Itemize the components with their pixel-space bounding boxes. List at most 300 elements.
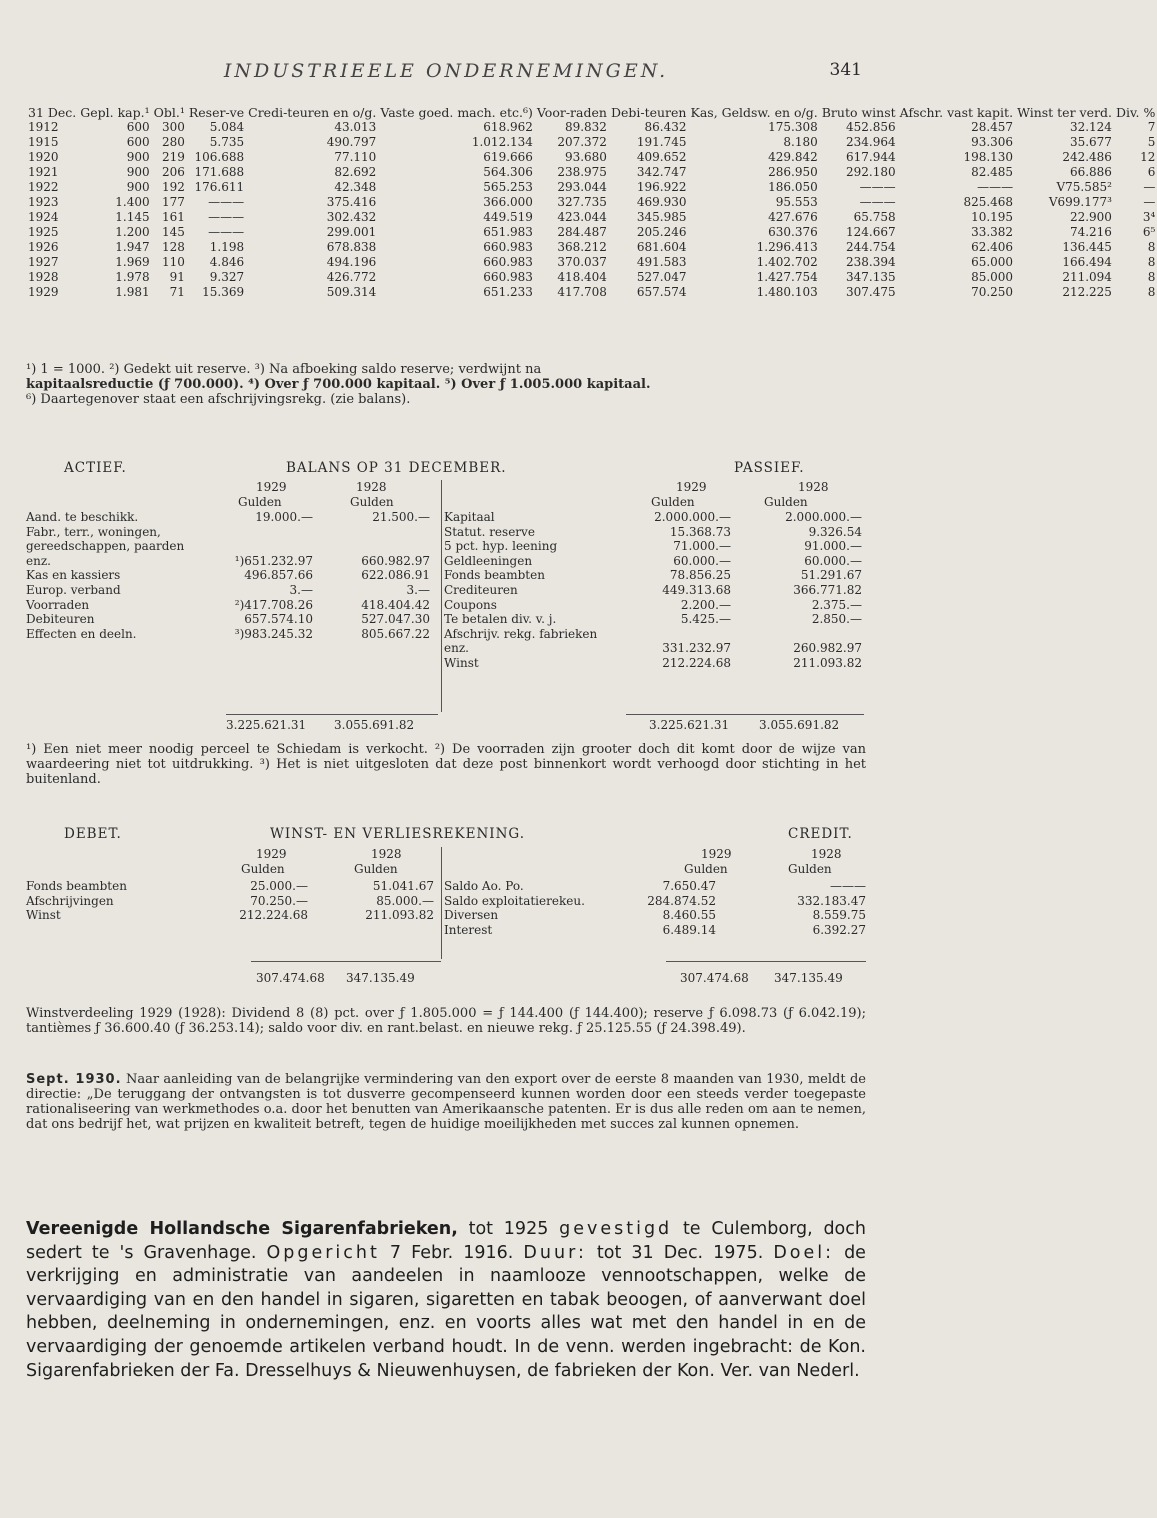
account-label: 5 pct. hyp. leening bbox=[444, 539, 558, 554]
history-row bbox=[26, 120, 1157, 135]
history-col-header: 31 Dec. bbox=[28, 105, 77, 120]
history-cell: 191.745 bbox=[636, 135, 687, 149]
history-cell: 284.487 bbox=[557, 225, 607, 239]
account-value-current: 78.856.25 bbox=[669, 568, 731, 583]
history-cell: 62.406 bbox=[971, 240, 1014, 254]
history-cell: ——— bbox=[208, 195, 245, 209]
account-label: Afschrijv. rekg. fabrieken enz. bbox=[444, 626, 598, 656]
history-cell: 74.216 bbox=[1069, 225, 1112, 239]
history-cell: 900 bbox=[126, 180, 150, 194]
account-value-current: 657.574.10 bbox=[244, 612, 313, 627]
history-row bbox=[26, 225, 1157, 240]
account-value-previous: ——— bbox=[830, 879, 866, 893]
history-cell: 657.574 bbox=[636, 285, 687, 299]
history-cell: 423.044 bbox=[557, 210, 607, 224]
history-col-header: Reser-ve bbox=[188, 105, 245, 120]
account-value-current: 3.— bbox=[289, 582, 313, 597]
history-cell: 4.846 bbox=[209, 255, 245, 269]
balance-heading bbox=[26, 460, 866, 478]
running-title: INDUSTRIEELE ONDERNEMINGEN. bbox=[223, 60, 669, 82]
account-label: Geldleeningen bbox=[444, 553, 533, 568]
credit-label: CREDIT. bbox=[788, 826, 853, 842]
account-value-current: 71.000.— bbox=[673, 539, 731, 554]
history-cell: 494.196 bbox=[326, 255, 377, 269]
history-cell: 5.735 bbox=[209, 135, 245, 149]
history-cell: 6⁵ bbox=[1142, 225, 1156, 239]
history-cell: 617.944 bbox=[846, 150, 896, 164]
history-cell: 93.680 bbox=[564, 150, 607, 164]
history-cell: 900 bbox=[126, 150, 150, 164]
history-cell: 370.037 bbox=[557, 255, 607, 269]
account-value-current: 496.857.66 bbox=[244, 568, 313, 583]
history-cell: 242.486 bbox=[1062, 150, 1112, 164]
history-cell: 9.327 bbox=[209, 270, 245, 284]
account-label: Effecten en deeln. bbox=[26, 626, 137, 641]
history-cell: 238.975 bbox=[557, 165, 607, 179]
history-cell: 1925 bbox=[28, 225, 59, 239]
running-header bbox=[0, 60, 892, 88]
account-value-previous: 418.404.42 bbox=[361, 597, 430, 612]
account-value-current: 2.000.000.— bbox=[654, 510, 731, 524]
history-notes bbox=[26, 362, 866, 407]
history-cell: 1.296.413 bbox=[756, 240, 818, 254]
account-row bbox=[444, 539, 866, 554]
history-cell: 166.494 bbox=[1062, 255, 1112, 269]
history-cell: 171.688 bbox=[194, 165, 245, 179]
actief-items bbox=[26, 510, 436, 641]
unit-label: Gulden bbox=[788, 861, 832, 876]
total-value: 3.225.621.31 bbox=[649, 718, 730, 732]
account-label: Saldo Ao. Po. bbox=[444, 879, 524, 893]
note-line: kapitaalsreductie (ƒ 700.000). ⁴) Over ƒ 700.000 kapitaal. ⁵) Over ƒ 1.005.000 kapitaal. bbox=[26, 377, 651, 392]
account-value-previous: 21.500.— bbox=[372, 510, 430, 524]
account-value-previous: 211.093.82 bbox=[365, 908, 434, 923]
history-row bbox=[26, 165, 1157, 180]
history-cell: 106.688 bbox=[194, 150, 245, 164]
account-row bbox=[444, 554, 866, 569]
account-label: Debiteuren bbox=[26, 612, 95, 627]
history-cell: 192 bbox=[161, 180, 185, 194]
history-cell: 175.308 bbox=[768, 120, 818, 134]
history-cell: 5.084 bbox=[209, 120, 245, 134]
account-row bbox=[26, 583, 436, 598]
history-cell: 65.758 bbox=[853, 210, 896, 224]
pl-total-row bbox=[26, 971, 866, 986]
history-cell: 300 bbox=[161, 120, 185, 134]
account-value-previous: 2.000.000.— bbox=[785, 510, 862, 524]
history-cell: 196.922 bbox=[636, 180, 687, 194]
history-col-header: Voor-raden bbox=[536, 105, 607, 120]
history-cell: 630.376 bbox=[768, 225, 818, 239]
history-cell: 8 bbox=[1147, 285, 1156, 299]
account-value-previous: 805.667.22 bbox=[361, 626, 430, 641]
account-row bbox=[444, 583, 866, 598]
entry-keyword: Doel: bbox=[773, 1242, 835, 1263]
history-cell: 161 bbox=[161, 210, 185, 224]
account-row bbox=[444, 568, 866, 583]
account-value-previous: 51.041.67 bbox=[372, 879, 434, 893]
history-cell: 418.404 bbox=[557, 270, 607, 284]
total-value: 3.055.691.82 bbox=[334, 718, 415, 732]
history-cell: 1923 bbox=[28, 195, 59, 209]
history-cell: 651.983 bbox=[483, 225, 533, 239]
passief-label: PASSIEF. bbox=[734, 460, 805, 476]
unit-label: Gulden bbox=[350, 494, 394, 509]
account-label: Fabr., terr., woningen, gereedschappen, paarden enz. bbox=[26, 524, 185, 568]
history-cell: 110 bbox=[161, 255, 185, 269]
history-cell: 234.964 bbox=[846, 135, 896, 149]
history-cell: 527.047 bbox=[636, 270, 687, 284]
history-cell: 1924 bbox=[28, 210, 59, 224]
account-label: Saldo exploitatierekeu. bbox=[444, 893, 585, 908]
history-cell: ——— bbox=[859, 180, 896, 194]
history-cell: 86.432 bbox=[644, 120, 687, 134]
history-cell: 186.050 bbox=[768, 180, 818, 194]
account-value-previous: 85.000.— bbox=[376, 893, 434, 908]
account-row bbox=[444, 525, 866, 540]
history-cell: 42.348 bbox=[334, 180, 377, 194]
history-cell: 600 bbox=[126, 135, 150, 149]
history-cell: 1915 bbox=[28, 135, 59, 149]
account-label: Fonds beambten bbox=[26, 879, 127, 893]
account-value-previous: 9.326.54 bbox=[808, 524, 862, 539]
history-cell: 198.130 bbox=[963, 150, 1014, 164]
account-value-previous: 2.375.— bbox=[811, 597, 862, 612]
history-cell: 1926 bbox=[28, 240, 59, 254]
account-value-current: 15.368.73 bbox=[669, 524, 731, 539]
account-value-current: 25.000.— bbox=[250, 879, 308, 893]
history-cell: 509.314 bbox=[326, 285, 377, 299]
history-cell: 43.013 bbox=[334, 120, 377, 134]
history-cell: 366.000 bbox=[483, 195, 533, 209]
history-cell: 660.983 bbox=[483, 255, 533, 269]
history-cell: 292.180 bbox=[846, 165, 896, 179]
history-cell: 1.947 bbox=[115, 240, 150, 254]
history-cell: — bbox=[1143, 195, 1156, 209]
history-row bbox=[26, 180, 1157, 195]
account-row bbox=[26, 627, 436, 642]
account-value-current: 60.000.— bbox=[673, 553, 731, 568]
history-cell: 345.985 bbox=[636, 210, 687, 224]
history-cell: 449.519 bbox=[483, 210, 533, 224]
history-cell: 32.124 bbox=[1069, 120, 1112, 134]
account-row bbox=[444, 656, 866, 671]
history-cell: 427.676 bbox=[768, 210, 818, 224]
history-cell: 238.394 bbox=[846, 255, 896, 269]
history-cell: 302.432 bbox=[326, 210, 377, 224]
history-cell: 70.250 bbox=[971, 285, 1014, 299]
total-value: 3.055.691.82 bbox=[759, 718, 840, 732]
account-row bbox=[26, 525, 436, 569]
history-cell: 1.978 bbox=[115, 270, 150, 284]
account-label: Statut. reserve bbox=[444, 524, 535, 539]
history-cell: 244.754 bbox=[846, 240, 896, 254]
history-row bbox=[26, 255, 1157, 270]
history-cell: 678.838 bbox=[326, 240, 377, 254]
history-cell: 417.708 bbox=[557, 285, 607, 299]
history-cell: 565.253 bbox=[483, 180, 533, 194]
history-cell: 1.981 bbox=[115, 285, 150, 299]
history-cell: 12 bbox=[1140, 150, 1156, 164]
history-cell: 177 bbox=[161, 195, 185, 209]
history-cell: 7 bbox=[1147, 120, 1156, 134]
account-value-current: 449.313.68 bbox=[662, 582, 731, 597]
account-value-current: 212.224.68 bbox=[239, 908, 308, 923]
account-value-previous: 211.093.82 bbox=[793, 655, 862, 670]
account-row bbox=[444, 879, 866, 894]
account-value-previous: 91.000.— bbox=[804, 539, 862, 554]
account-row bbox=[444, 598, 866, 613]
account-row bbox=[26, 598, 436, 613]
account-value-current: ³)983.245.32 bbox=[234, 626, 313, 641]
account-value-previous: 2.850.— bbox=[811, 612, 862, 627]
account-row bbox=[26, 894, 436, 909]
account-row bbox=[26, 612, 436, 627]
total-value: 347.135.49 bbox=[774, 971, 843, 985]
balance-unit-row bbox=[26, 495, 866, 510]
history-col-header: Credi-teuren en o/g. bbox=[248, 105, 377, 120]
history-cell: 3⁴ bbox=[1142, 210, 1156, 224]
history-col-header: Gepl. kap.¹ bbox=[80, 105, 150, 120]
history-cell: 426.772 bbox=[326, 270, 377, 284]
profit-loss-account bbox=[26, 847, 866, 997]
entry-keyword: Duur: bbox=[523, 1242, 587, 1263]
history-cell: 5 bbox=[1147, 135, 1156, 149]
passief-items bbox=[444, 510, 866, 671]
sept-1930-paragraph bbox=[26, 1072, 866, 1132]
history-cell: 452.856 bbox=[846, 120, 896, 134]
history-cell: 1927 bbox=[28, 255, 59, 269]
account-value-current: 2.200.— bbox=[680, 597, 731, 612]
account-label: Kas en kassiers bbox=[26, 568, 121, 583]
account-value-current: 212.224.68 bbox=[662, 655, 731, 670]
account-row bbox=[444, 510, 866, 525]
history-cell: 1928 bbox=[28, 270, 59, 284]
entry-text: de verkrijging en administratie van aandeelen in naamlooze vennootschappen, welke de vervaardiging van en den handel in sigaren, sigaretten en tabak beoogen, of aanverwant doel hebben, deelneming in ondernemingen, enz. en voorts alles wat met den handel in en de vervaardiging der genoemde artikelen verband houdt. In de venn. werden ingebracht: de Kon. Sigarenfabrieken der Fa. Dresselhuys & Nieuwenhuysen, de fabrieken der Kon. Ver. van Nederl. bbox=[26, 1242, 866, 1381]
history-col-header: Afschr. vast kapit. bbox=[899, 105, 1014, 120]
unit-label: Gulden bbox=[238, 494, 282, 509]
account-value-current: 8.460.55 bbox=[662, 908, 716, 923]
history-cell: 89.832 bbox=[564, 120, 607, 134]
account-value-previous: 332.183.47 bbox=[797, 893, 866, 908]
account-value-current: ²)417.708.26 bbox=[234, 597, 313, 612]
account-row bbox=[26, 879, 436, 894]
history-cell: 15.369 bbox=[202, 285, 245, 299]
history-cell: 91 bbox=[169, 270, 185, 284]
history-cell: 211.094 bbox=[1062, 270, 1112, 284]
year-label: 1929 bbox=[701, 847, 732, 861]
account-row bbox=[444, 894, 866, 909]
history-cell: 33.382 bbox=[971, 225, 1014, 239]
history-cell: 375.416 bbox=[326, 195, 377, 209]
entry-text: te Culemborg, doch sedert te 's Gravenhage. bbox=[26, 1219, 866, 1263]
pl-year-row bbox=[26, 847, 866, 862]
history-row bbox=[26, 270, 1157, 285]
company-entry bbox=[26, 1218, 866, 1383]
history-cell: 681.604 bbox=[636, 240, 687, 254]
history-cell: 600 bbox=[126, 120, 150, 134]
history-cell: 176.611 bbox=[194, 180, 245, 194]
history-cell: 95.553 bbox=[775, 195, 818, 209]
history-cell: 206 bbox=[161, 165, 185, 179]
balance-title: BALANS OP 31 DECEMBER. bbox=[286, 460, 507, 476]
history-cell: 1.400 bbox=[115, 195, 150, 209]
history-cell: 299.001 bbox=[326, 225, 377, 239]
total-value: 347.135.49 bbox=[346, 971, 415, 985]
history-cell: 85.000 bbox=[971, 270, 1014, 284]
history-cell: 1912 bbox=[28, 120, 59, 134]
history-row bbox=[26, 210, 1157, 225]
history-cell: 136.445 bbox=[1062, 240, 1112, 254]
total-rule bbox=[666, 961, 866, 962]
history-cell: 1.200 bbox=[115, 225, 150, 239]
history-cell: 82.485 bbox=[971, 165, 1014, 179]
pl-unit-row bbox=[26, 862, 866, 877]
entry-text: tot 1925 bbox=[468, 1219, 549, 1239]
history-cell: 205.246 bbox=[636, 225, 687, 239]
history-cell: 618.962 bbox=[483, 120, 533, 134]
history-row bbox=[26, 150, 1157, 165]
account-value-current: 70.250.— bbox=[250, 893, 308, 908]
history-cell: 660.983 bbox=[483, 270, 533, 284]
account-row bbox=[444, 627, 866, 656]
history-cell: 342.747 bbox=[636, 165, 687, 179]
history-cell: 8.180 bbox=[783, 135, 818, 149]
account-value-previous: 51.291.67 bbox=[800, 568, 862, 583]
history-cell: 65.000 bbox=[971, 255, 1014, 269]
account-value-previous: 366.771.82 bbox=[793, 582, 862, 597]
account-value-current: ¹)651.232.97 bbox=[234, 553, 313, 568]
total-rule bbox=[251, 961, 441, 962]
history-col-header: Kas, Geldsw. en o/g. bbox=[690, 105, 818, 120]
sept-label: Sept. 1930. bbox=[26, 1072, 122, 1087]
year-label: 1928 bbox=[811, 847, 842, 861]
credit-items bbox=[444, 879, 866, 937]
history-cell: 124.667 bbox=[846, 225, 896, 239]
company-name: Vereenigde Hollandsche Sigarenfabrieken, bbox=[26, 1219, 458, 1239]
account-label: Europ. verband bbox=[26, 582, 121, 597]
history-cell: 491.583 bbox=[636, 255, 687, 269]
history-cell: 28.457 bbox=[971, 120, 1014, 134]
history-col-header: Obl.¹ bbox=[153, 105, 185, 120]
account-value-previous: 260.982.97 bbox=[793, 641, 862, 656]
history-cell: 1.145 bbox=[115, 210, 150, 224]
history-cell: 145 bbox=[161, 225, 185, 239]
account-value-previous: 527.047.30 bbox=[361, 612, 430, 627]
history-row bbox=[26, 240, 1157, 255]
history-cell: 307.475 bbox=[846, 285, 896, 299]
account-row bbox=[444, 908, 866, 923]
note-line: ¹) 1 = 1000. ²) Gedekt uit reserve. ³) Na afboeking saldo reserve; verdwijnt na bbox=[26, 362, 542, 377]
account-row bbox=[26, 510, 436, 525]
account-value-current: 6.489.14 bbox=[662, 922, 716, 937]
account-label: Winst bbox=[26, 908, 61, 923]
history-cell: 1.402.702 bbox=[756, 255, 818, 269]
history-col-header: Debi-teuren bbox=[610, 105, 687, 120]
total-rule bbox=[226, 714, 438, 715]
history-col-header: Div. % bbox=[1115, 105, 1156, 120]
account-label: Diversen bbox=[444, 908, 499, 923]
account-label: Fonds beambten bbox=[444, 568, 545, 583]
account-label: Kapitaal bbox=[444, 510, 495, 524]
history-cell: 490.797 bbox=[326, 135, 377, 149]
history-cell: 66.886 bbox=[1069, 165, 1112, 179]
history-cell: 1.198 bbox=[209, 240, 245, 254]
balance-divider bbox=[441, 480, 442, 712]
history-cell: 429.842 bbox=[768, 150, 818, 164]
history-cell: 10.195 bbox=[971, 210, 1014, 224]
total-value: 307.474.68 bbox=[680, 971, 749, 985]
debet-items bbox=[26, 879, 436, 923]
pl-heading bbox=[26, 826, 866, 844]
history-cell: 327.735 bbox=[557, 195, 607, 209]
history-cell: 93.306 bbox=[971, 135, 1014, 149]
account-value-current: 7.650.47 bbox=[662, 879, 716, 893]
account-label: Winst bbox=[444, 655, 479, 670]
entry-text: tot 31 Dec. 1975. bbox=[596, 1242, 764, 1263]
pl-title: WINST- EN VERLIESREKENING. bbox=[270, 826, 526, 842]
account-row bbox=[444, 923, 866, 938]
year-label: 1928 bbox=[356, 480, 387, 494]
account-label: Interest bbox=[444, 922, 493, 937]
history-cell: 82.692 bbox=[334, 165, 377, 179]
year-label: 1929 bbox=[256, 847, 287, 861]
account-value-previous: 60.000.— bbox=[804, 553, 862, 568]
history-cell: 1929 bbox=[28, 285, 59, 299]
account-value-previous: 6.392.27 bbox=[812, 922, 866, 937]
history-cell: 564.306 bbox=[483, 165, 533, 179]
account-label: Crediteuren bbox=[444, 582, 518, 597]
page-number: 341 bbox=[829, 60, 862, 80]
account-value-current: 19.000.— bbox=[255, 510, 313, 524]
balance-total-row bbox=[26, 718, 866, 733]
history-cell: 293.044 bbox=[557, 180, 607, 194]
total-value: 3.225.621.31 bbox=[226, 718, 307, 732]
year-label: 1928 bbox=[798, 480, 829, 494]
history-header-row bbox=[26, 106, 1157, 120]
history-table bbox=[26, 106, 1157, 300]
history-body bbox=[26, 120, 1157, 300]
history-cell: 8 bbox=[1147, 270, 1156, 284]
history-cell: 77.110 bbox=[334, 150, 377, 164]
account-value-previous: 660.982.97 bbox=[361, 553, 430, 568]
history-cell: 825.468 bbox=[963, 195, 1014, 209]
balance-year-row bbox=[26, 480, 866, 495]
account-label: Aand. te beschikk. bbox=[26, 510, 139, 524]
history-cell: 219 bbox=[161, 150, 185, 164]
history-cell: 71 bbox=[169, 285, 185, 299]
history-cell: ——— bbox=[859, 195, 896, 209]
history-cell: 207.372 bbox=[557, 135, 607, 149]
year-label: 1928 bbox=[371, 847, 402, 861]
history-cell: — bbox=[1143, 180, 1156, 194]
history-cell: 368.212 bbox=[557, 240, 607, 254]
history-col-header: Vaste goed. mach. etc.⁶) bbox=[380, 105, 533, 120]
history-cell: 900 bbox=[126, 165, 150, 179]
entry-text: 7 Febr. 1916. bbox=[389, 1242, 514, 1263]
history-cell: 1.480.103 bbox=[756, 285, 818, 299]
history-cell: 347.135 bbox=[846, 270, 896, 284]
history-cell: 8 bbox=[1147, 240, 1156, 254]
history-cell: 619.666 bbox=[483, 150, 533, 164]
unit-label: Gulden bbox=[354, 861, 398, 876]
history-row bbox=[26, 195, 1157, 210]
account-value-current: 331.232.97 bbox=[662, 641, 731, 656]
account-value-previous: 622.086.91 bbox=[361, 568, 430, 583]
entry-keyword: gevestigd bbox=[559, 1219, 673, 1239]
actief-label: ACTIEF. bbox=[64, 460, 127, 476]
history-cell: 1921 bbox=[28, 165, 59, 179]
